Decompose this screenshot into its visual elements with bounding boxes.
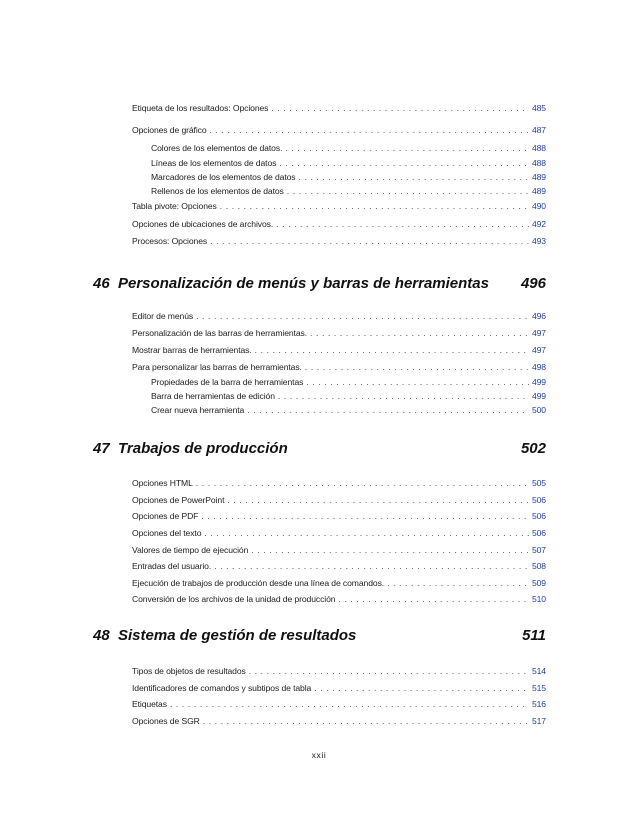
entry-page: 516 xyxy=(531,699,546,709)
toc-entry[interactable] xyxy=(132,201,546,211)
toc-entry[interactable] xyxy=(132,311,546,321)
entry-page: 506 xyxy=(531,495,546,505)
toc-entry[interactable] xyxy=(132,666,546,676)
entry-page: 514 xyxy=(531,666,546,676)
entry-page: 489 xyxy=(531,172,546,182)
chapter-title: Sistema de gestión de resultados xyxy=(118,627,357,644)
chapter-number: 46 xyxy=(93,275,110,292)
toc-entry[interactable] xyxy=(132,528,546,538)
toc-entry[interactable] xyxy=(132,362,546,372)
entry-title: Propiedades de la barra de herramientas xyxy=(151,377,304,387)
chapter-page: 502 xyxy=(520,440,546,457)
dot-leader xyxy=(306,377,529,387)
page-number-footer: xxii xyxy=(311,750,327,760)
dot-leader xyxy=(210,236,529,246)
entry-page: 506 xyxy=(531,511,546,521)
entry-title: Para personalizar las barras de herramientas. xyxy=(132,362,302,372)
entry-page: 493 xyxy=(531,236,546,246)
dot-leader xyxy=(255,345,529,355)
entry-page: 487 xyxy=(531,125,546,135)
dot-leader xyxy=(276,219,529,229)
dot-leader xyxy=(227,495,529,505)
toc-subentry[interactable] xyxy=(151,377,546,387)
toc-entry[interactable] xyxy=(132,545,546,555)
dot-leader xyxy=(271,103,529,113)
chapter-number: 48 xyxy=(93,627,110,644)
chapter-page: 511 xyxy=(522,627,546,644)
entry-title: Conversión de los archivos de la unidad de producción xyxy=(132,594,336,604)
dot-leader xyxy=(314,683,529,693)
entry-page: 507 xyxy=(531,545,546,555)
entry-title: Editor de menús xyxy=(132,311,194,321)
dot-leader xyxy=(278,391,529,401)
toc-entry[interactable] xyxy=(132,594,546,604)
entry-title: Valores de tiempo de ejecución xyxy=(132,545,249,555)
entry-title: Mostrar barras de herramientas. xyxy=(132,345,252,355)
entry-page: 488 xyxy=(531,143,546,153)
entry-title: Ejecución de trabajos de producción desde una línea de comandos. xyxy=(132,578,385,588)
entry-title: Identificadores de comandos y subtipos de tabla xyxy=(132,683,312,693)
dot-leader xyxy=(196,478,529,488)
dot-leader xyxy=(201,511,529,521)
entry-title: Entradas del usuario. xyxy=(132,561,212,571)
toc-subentry[interactable] xyxy=(151,391,546,401)
dot-leader xyxy=(203,716,529,726)
entry-title: Personalización de las barras de herramientas. xyxy=(132,328,308,338)
dot-leader xyxy=(251,545,529,555)
toc-subentry[interactable] xyxy=(151,186,546,196)
entry-page: 497 xyxy=(531,328,546,338)
dot-leader xyxy=(249,666,529,676)
toc-entry[interactable] xyxy=(132,103,546,113)
toc-entry[interactable] xyxy=(132,478,546,488)
dot-leader xyxy=(279,158,529,168)
toc-entry[interactable] xyxy=(132,716,546,726)
entry-title: Opciones de gráfico xyxy=(132,125,207,135)
entry-page: 490 xyxy=(531,201,546,211)
entry-title: Opciones de PowerPoint xyxy=(132,495,225,505)
toc-entry[interactable] xyxy=(132,125,546,135)
entry-title: Etiqueta de los resultados: Opciones xyxy=(132,103,269,113)
entry-page: 508 xyxy=(531,561,546,571)
dot-leader xyxy=(214,561,529,571)
entry-title: Crear nueva herramienta xyxy=(151,405,245,415)
toc-entry[interactable] xyxy=(132,328,546,338)
entry-page: 485 xyxy=(531,103,546,113)
entry-title: Colores de los elementos de datos. xyxy=(151,143,283,153)
toc-entry[interactable] xyxy=(132,578,546,588)
chapter-heading[interactable] xyxy=(93,440,546,457)
entry-title: Opciones del texto xyxy=(132,528,202,538)
chapter-number: 47 xyxy=(93,440,110,457)
entry-page: 499 xyxy=(531,377,546,387)
entry-title: Líneas de los elementos de datos xyxy=(151,158,277,168)
entry-page: 492 xyxy=(531,219,546,229)
entry-page: 499 xyxy=(531,391,546,401)
entry-title: Barra de herramientas de edición xyxy=(151,391,275,401)
dot-leader xyxy=(305,362,529,372)
entry-page: 488 xyxy=(531,158,546,168)
toc-entry[interactable] xyxy=(132,495,546,505)
entry-page: 515 xyxy=(531,683,546,693)
chapter-heading[interactable] xyxy=(93,275,546,292)
dot-leader xyxy=(204,528,529,538)
dot-leader xyxy=(338,594,528,604)
dot-leader xyxy=(210,125,529,135)
entry-page: 496 xyxy=(531,311,546,321)
dot-leader xyxy=(285,143,529,153)
entry-page: 505 xyxy=(531,478,546,488)
toc-entry[interactable] xyxy=(132,219,546,229)
entry-page: 509 xyxy=(531,578,546,588)
dot-leader xyxy=(196,311,529,321)
entry-title: Etiquetas xyxy=(132,699,167,709)
dot-leader xyxy=(387,578,529,588)
dot-leader xyxy=(170,699,529,709)
dot-leader xyxy=(247,405,529,415)
chapter-title: Personalización de menús y barras de herramientas xyxy=(118,275,489,292)
toc-subentry[interactable] xyxy=(151,158,546,168)
toc-entry[interactable] xyxy=(132,699,546,709)
entry-page: 497 xyxy=(531,345,546,355)
toc-subentry[interactable] xyxy=(151,143,546,153)
entry-title: Tipos de objetos de resultados xyxy=(132,666,246,676)
toc-subentry[interactable] xyxy=(151,172,546,182)
entry-title: Procesos: Opciones xyxy=(132,236,208,246)
toc-entry[interactable] xyxy=(132,236,546,246)
dot-leader xyxy=(287,186,529,196)
entry-page: 517 xyxy=(531,716,546,726)
entry-title: Opciones HTML xyxy=(132,478,193,488)
entry-title: Rellenos de los elementos de datos xyxy=(151,186,284,196)
entry-page: 500 xyxy=(531,405,546,415)
toc-entry[interactable] xyxy=(132,683,546,693)
dot-leader xyxy=(299,172,529,182)
entry-page: 498 xyxy=(531,362,546,372)
chapter-heading[interactable] xyxy=(93,627,546,644)
toc-subentry[interactable] xyxy=(151,405,546,415)
entry-title: Tabla pivote: Opciones xyxy=(132,201,217,211)
toc-entry[interactable] xyxy=(132,511,546,521)
entry-title: Opciones de SGR xyxy=(132,716,200,726)
toc-entry[interactable] xyxy=(132,561,546,571)
dot-leader xyxy=(220,201,529,211)
entry-page: 489 xyxy=(531,186,546,196)
entry-title: Opciones de ubicaciones de archivos. xyxy=(132,219,274,229)
entry-title: Marcadores de los elementos de datos xyxy=(151,172,296,182)
entry-title: Opciones de PDF xyxy=(132,511,199,521)
entry-page: 510 xyxy=(531,594,546,604)
toc-entry[interactable] xyxy=(132,345,546,355)
entry-page: 506 xyxy=(531,528,546,538)
chapter-title: Trabajos de producción xyxy=(118,440,288,457)
chapter-page: 496 xyxy=(520,275,546,292)
dot-leader xyxy=(310,328,529,338)
